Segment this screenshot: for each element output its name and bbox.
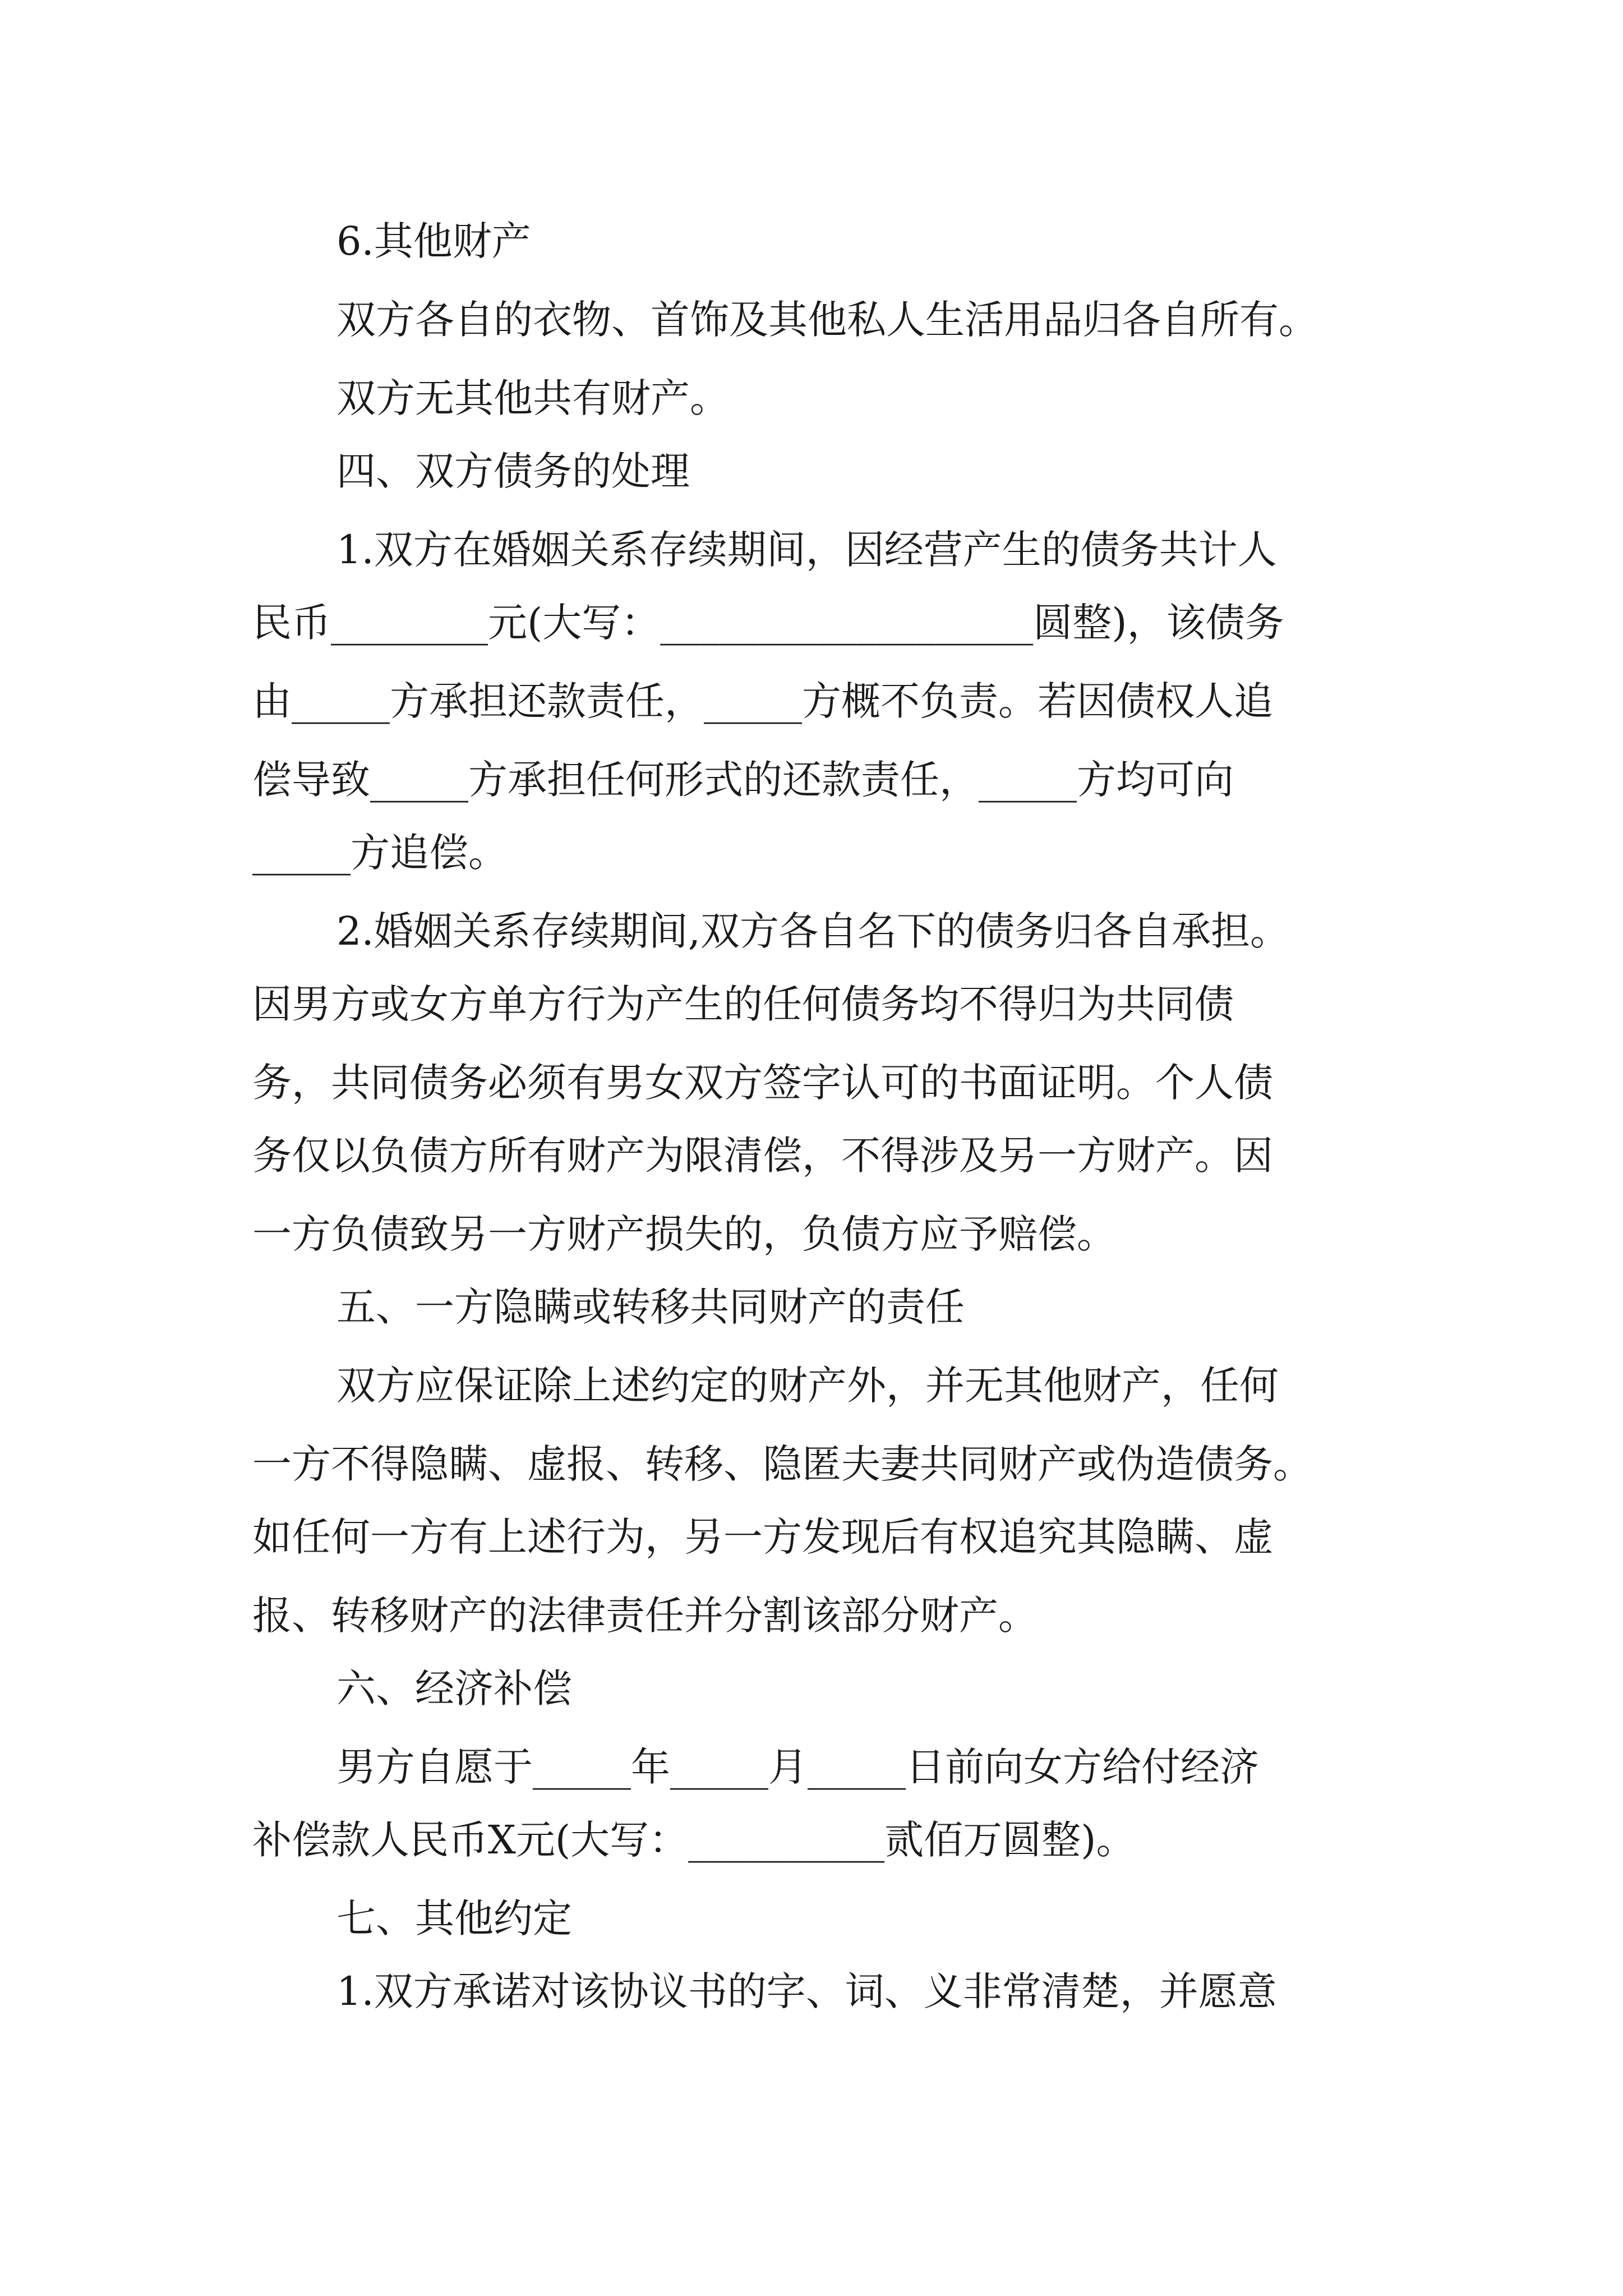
paragraph-line: _____方追偿。 <box>252 830 508 876</box>
paragraph-line: 务，共同债务必须有男女双方签字认可的书面证明。个人债 <box>252 1060 1273 1106</box>
section-heading-other-agreements: 七、其他约定 <box>336 1895 572 1941</box>
paragraph-line: 1.双方在婚姻关系存续期间，因经营产生的债务共计人 <box>336 527 1277 573</box>
section-heading-debts: 四、双方债务的处理 <box>336 448 690 494</box>
paragraph-line: 2.婚姻关系存续期间,双方各自名下的债务归各自承担。 <box>336 908 1290 954</box>
paragraph-line: 1.双方承诺对该协议书的字、词、义非常清楚，并愿意 <box>336 1968 1277 2014</box>
section-heading-compensation: 六、经济补偿 <box>336 1665 572 1711</box>
paragraph-line: 补偿款人民币X元(大写：__________贰佰万圆整)。 <box>252 1817 1136 1863</box>
paragraph-line: 双方应保证除上述约定的财产外，并无其他财产，任何 <box>336 1363 1279 1409</box>
paragraph-line: 民币________元(大写：___________________圆整)，该债务 <box>252 600 1284 646</box>
paragraph-line: 由_____方承担还款责任，_____方概不负责。若因债权人追 <box>252 678 1273 724</box>
paragraph-line: 男方自愿于_____年_____月_____日前向女方给付经济 <box>336 1744 1259 1790</box>
section-heading-concealment: 五、一方隐瞒或转移共同财产的责任 <box>336 1284 965 1330</box>
paragraph-line: 报、转移财产的法律责任并分割该部分财产。 <box>252 1593 1038 1639</box>
paragraph-line: 双方各自的衣物、首饰及其他私人生活用品归各自所有。 <box>336 297 1318 343</box>
paragraph-line: 一方不得隐瞒、虚报、转移、隐匿夫妻共同财产或伪造债务。 <box>252 1441 1312 1487</box>
section-heading-other-property: 6.其他财产 <box>336 218 531 264</box>
paragraph-line: 务仅以负债方所有财产为限清偿，不得涉及另一方财产。因 <box>252 1133 1273 1179</box>
paragraph-line: 偿导致_____方承担任何形式的还款责任，_____方均可向 <box>252 757 1234 803</box>
paragraph-line: 如任何一方有上述行为，另一方发现后有权追究其隐瞒、虚 <box>252 1514 1273 1560</box>
paragraph-line: 双方无其他共有财产。 <box>336 375 729 421</box>
paragraph-line: 一方负债致另一方财产损失的，负债方应予赔偿。 <box>252 1211 1116 1257</box>
paragraph-line: 因男方或女方单方行为产生的任何债务均不得归为共同债 <box>252 981 1234 1027</box>
